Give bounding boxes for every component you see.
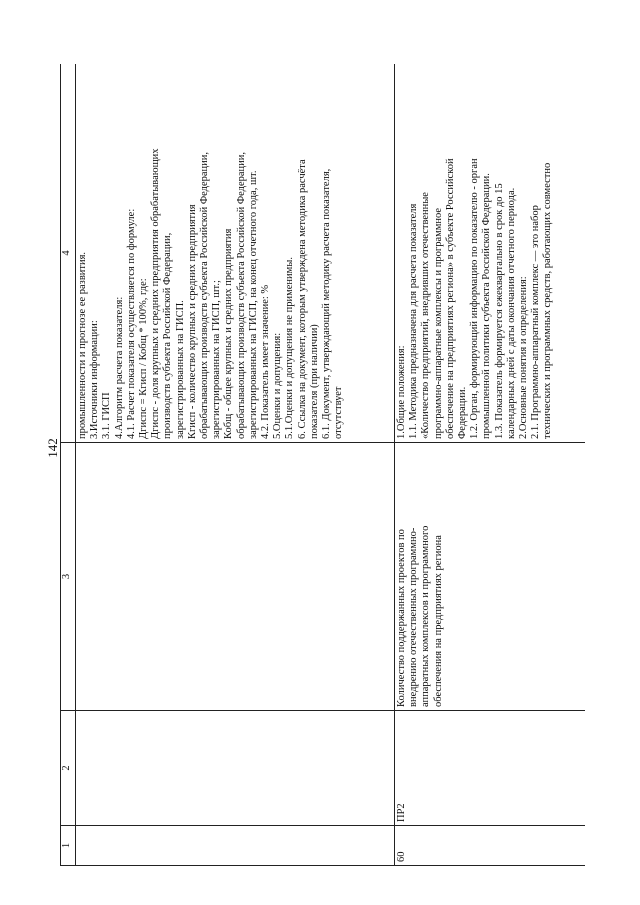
methodology-line: Кобщ - общее крупных и средних предприятия [223, 228, 235, 439]
table-row [76, 64, 395, 866]
header-col-1: 1 [61, 826, 76, 866]
indicator-name-cell [395, 443, 586, 711]
methodology-line: 6. Ссылка на документ, которым утверждена методика расчёта [296, 159, 308, 439]
methodology-line: 6.1. Документ, утверждающий методику расчета показателя, [321, 168, 333, 439]
indicator-name-line: Количество поддержанных проектов по [396, 529, 407, 707]
methodology-line: 3.Источники информации: [89, 320, 101, 439]
methodology-line: 4.1. Расчет показателя осуществляется по формуле: [125, 208, 137, 439]
table-container [60, 64, 585, 866]
methodology-line: зарегистрированных на ГИСП, шт.; [211, 280, 223, 439]
methodology-line: отсутствует [333, 386, 345, 439]
methodology-line: зарегистрированных на ГИСП, на конец отчетного года, шт. [247, 170, 259, 439]
methodology-line: обеспечение на предприятиях региона» в субъекте Российской [444, 158, 456, 439]
methodology-line: «Количество предприятий, внедривших отечественные [420, 192, 432, 439]
indicator-code-cell: ПР2 [395, 711, 586, 826]
methodology-line: 2.1. Программно-аппаратный комплекс — это набор [530, 205, 542, 439]
methodology-line: Дгиспc - доля крупных и средних предприятия обрабатывающих [150, 148, 162, 439]
indicator-code-cell [76, 711, 395, 826]
methodology-line: показателя (при наличии) [308, 324, 320, 439]
formula-line: Дгиспc = Кгисп / Кобщ * 100%, где: [138, 278, 150, 439]
methodology-line: производств субъекта Российской Федерации, [162, 232, 174, 439]
row-number-cell [76, 826, 395, 866]
methodology-line: 4.Алгоритм расчета показателя: [113, 296, 125, 439]
methodology-line: 5.1.Оценки и допущения не применимы. [284, 257, 296, 439]
methodology-line: 5.Оценки и допущения: [272, 332, 284, 439]
indicator-name-cell [76, 443, 395, 711]
methodology-line: Кгисп - количество крупных и средних предприятия [186, 204, 198, 439]
row-number-cell: 60 [395, 826, 586, 866]
methodology-cell [395, 64, 586, 443]
methodology-table [60, 64, 585, 866]
methodology-line: промышленной политики субъекта Российской Федерации. [481, 173, 493, 439]
methodology-line: 2.Основные понятия и определения: [518, 276, 530, 439]
methodology-line: 1.1. Методика предназначена для расчета показателя [408, 203, 420, 439]
methodology-line: обрабатывающих производств субъекта Российской Федерации, [199, 151, 211, 439]
page-number: 142 [45, 438, 60, 458]
methodology-line: Федерации. [457, 386, 469, 439]
methodology-cell [76, 64, 395, 443]
methodology-line: обрабатывающих производств субъекта Российской Федерации, [235, 151, 247, 439]
header-col-4: 4 [61, 64, 76, 443]
methodology-line: технических и программных средств, работающих совместно [542, 162, 554, 439]
indicator-name-line: обеспечения на предприятиях региона [432, 535, 444, 707]
header-col-3: 3 [61, 443, 76, 711]
indicator-name-line: аппаратных комплексов и программного [420, 525, 432, 707]
methodology-line: промышленности и прогнозе ее развития. [77, 251, 88, 439]
indicator-name-line: внедрению отечественных программно- [408, 527, 420, 707]
methodology-line: 3.1. ГИСП [101, 392, 113, 439]
table-row [395, 64, 586, 866]
header-col-2: 2 [61, 711, 76, 826]
methodology-line: 1.Общие положения: [396, 345, 407, 439]
methodology-line: 1.3. Показатель формируется ежеквартально в срок до 15 [493, 183, 505, 439]
rotated-page-content [60, 64, 585, 866]
methodology-line: 1.2. Орган, формирующий информацию по показателю - орган [469, 158, 481, 439]
methodology-line: зарегистрированных на ГИСП. [174, 300, 186, 439]
methodology-line: календарных дней с даты окончания отчетного периода. [505, 187, 517, 439]
methodology-line: программно-аппаратные комплексы и программное [432, 207, 444, 439]
header-row [61, 64, 76, 866]
methodology-line: 4.2. Показатель имеет значение: % [260, 284, 272, 439]
